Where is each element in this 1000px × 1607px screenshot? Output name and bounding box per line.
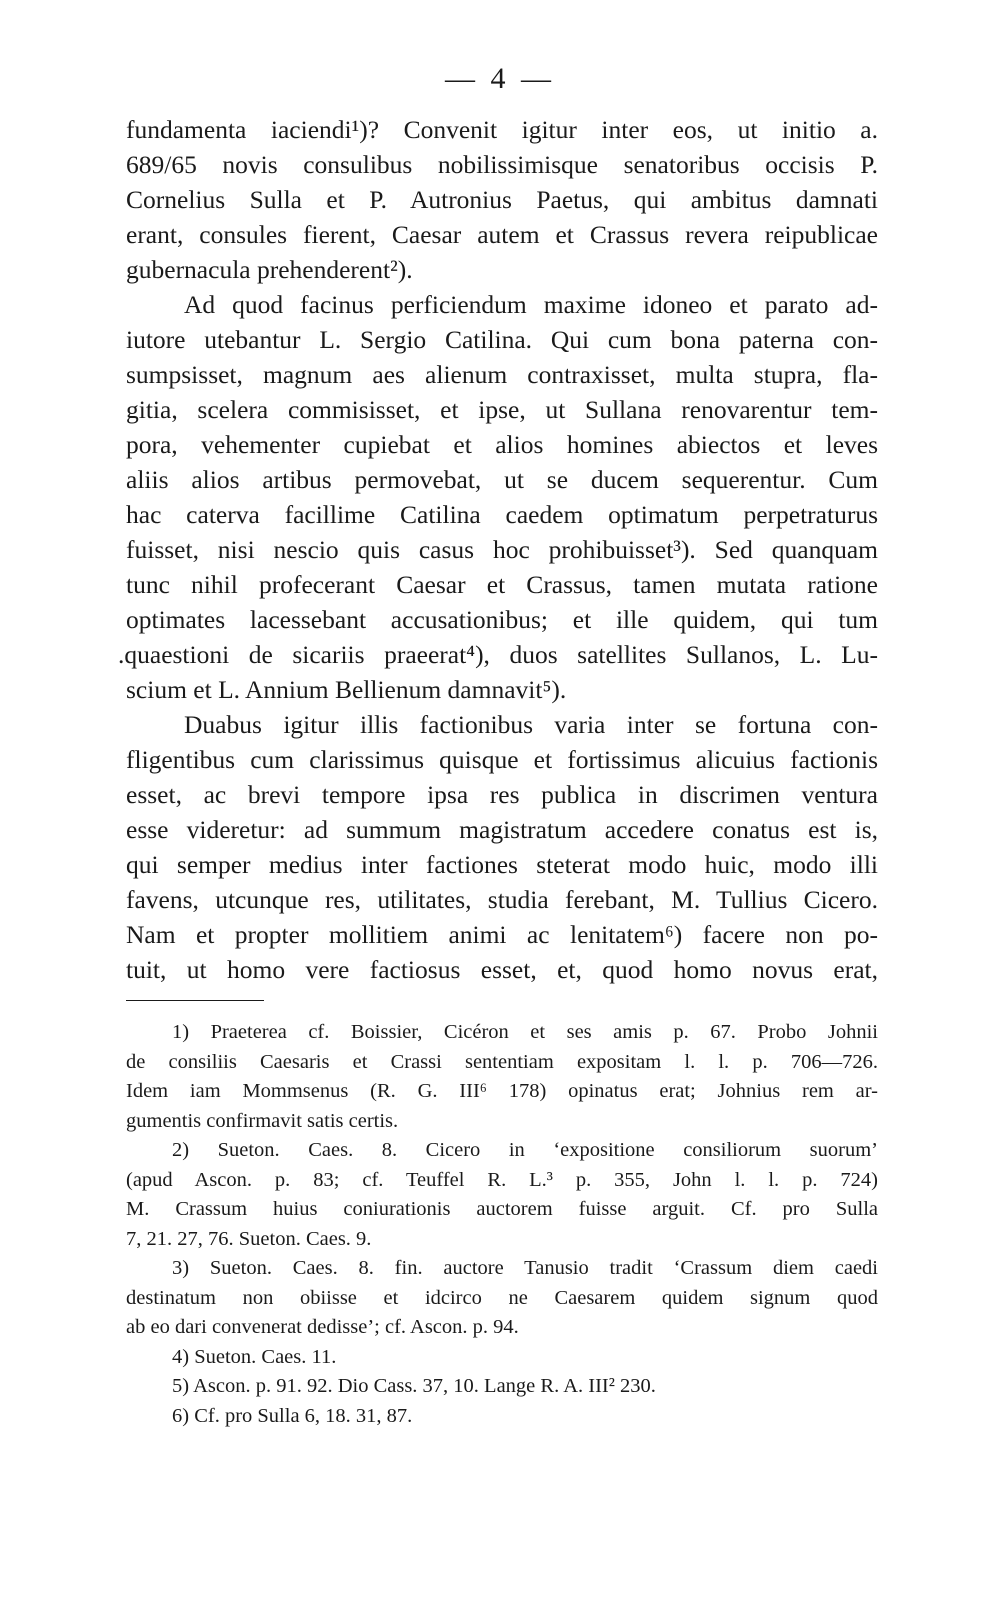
body-line: optimates lacessebant accusationibus; et ille quidem, qui tum bbox=[126, 605, 878, 634]
body-line: esse videretur: ad summum magistratum accedere conatus est is, bbox=[126, 815, 878, 844]
body-line: erant, consules fierent, Caesar autem et Crassus revera reipublicae bbox=[126, 220, 878, 249]
body-line: iutore utebantur L. Sergio Catilina. Qui cum bona paterna con- bbox=[126, 325, 878, 354]
body-line: gubernacula prehenderent²). bbox=[126, 255, 413, 284]
footnote-line: 1) Praeterea cf. Boissier, Cicéron et ses amis p. 67. Probo Johnii bbox=[172, 1021, 878, 1043]
body-line: tunc nihil profecerant Caesar et Crassus, tamen mutata ratione bbox=[126, 570, 878, 599]
body-line: aliis alios artibus permovebat, ut se ducem sequerentur. Cum bbox=[126, 465, 878, 494]
body-line: Ad quod facinus perficiendum maxime idoneo et parato ad- bbox=[184, 290, 878, 319]
body-line: tuit, ut homo vere factiosus esset, et, quod homo novus erat, bbox=[126, 955, 878, 984]
body-text bbox=[118, 112, 878, 987]
body-line: qui semper medius inter factiones steterat modo huic, modo illi bbox=[126, 850, 878, 879]
footnote-line: 7, 21. 27, 76. Sueton. Caes. 9. bbox=[126, 1227, 372, 1250]
footnote-line: 4) Sueton. Caes. 11. bbox=[172, 1345, 337, 1368]
body-line: Cornelius Sulla et P. Autronius Paetus, qui ambitus damnati bbox=[126, 185, 878, 214]
footnote-line: de consiliis Caesaris et Crassi sententiam expositam l. l. p. 706—726. bbox=[126, 1050, 878, 1073]
body-line: pora, vehementer cupiebat et alios homines abiectos et leves bbox=[126, 430, 878, 459]
body-line: fundamenta iaciendi¹)? Convenit igitur inter eos, ut initio a. bbox=[126, 115, 878, 144]
body-line: sumpsisset, magnum aes alienum contraxisset, multa stupra, fla- bbox=[126, 360, 878, 389]
footnotes bbox=[126, 1018, 878, 1431]
body-line: .quaestioni de sicariis praeerat⁴), duos satellites Sullanos, L. Lu- bbox=[118, 640, 878, 669]
footnote-line: (apud Ascon. p. 83; cf. Teuffel R. L.³ p. 355, John l. l. p. 724) bbox=[126, 1168, 878, 1191]
footnote-line: gumentis confirmavit satis certis. bbox=[126, 1109, 399, 1132]
footnote-line: 5) Ascon. p. 91. 92. Dio Cass. 37, 10. Lange R. A. III² 230. bbox=[172, 1375, 656, 1397]
body-line: fligentibus cum clarissimus quisque et fortissimus alicuius factionis bbox=[126, 745, 878, 774]
footnote-line: destinatum non obiisse et idcirco ne Caesarem quidem signum quod bbox=[126, 1286, 878, 1309]
body-line: Duabus igitur illis factionibus varia inter se fortuna con- bbox=[184, 710, 878, 739]
footnote-line: M. Crassum huius coniurationis auctorem fuisse arguit. Cf. pro Sulla bbox=[126, 1198, 878, 1220]
footnote-line: 6) Cf. pro Sulla 6, 18. 31, 87. bbox=[172, 1404, 413, 1427]
body-line: 689/65 novis consulibus nobilissimisque senatoribus occisis P. bbox=[126, 150, 878, 179]
body-line: scium et L. Annium Bellienum damnavit⁵). bbox=[126, 675, 567, 704]
footnote-line: ab eo dari convenerat dedisse’; cf. Ascon. p. 94. bbox=[126, 1316, 519, 1338]
body-line: gitia, scelera commisisset, et ipse, ut Sullana renovarentur tem- bbox=[126, 395, 878, 424]
body-line: favens, utcunque res, utilitates, studia ferebant, M. Tullius Cicero. bbox=[126, 885, 878, 914]
body-line: hac caterva facillime Catilina caedem optimatum perpetraturus bbox=[126, 500, 878, 529]
body-line: Nam et propter mollitiem animi ac lenitatem⁶) facere non po- bbox=[126, 920, 878, 949]
body-line: esset, ac brevi tempore ipsa res publica in discrimen ventura bbox=[126, 780, 878, 809]
footnote-rule bbox=[126, 1000, 264, 1001]
page-number: — 4 — bbox=[445, 62, 555, 95]
footnote-line: Idem iam Mommsenus (R. G. III⁶ 178) opinatus erat; Johnius rem ar- bbox=[126, 1080, 878, 1102]
footnote-line: 3) Sueton. Caes. 8. fin. auctore Tanusio tradit ‘Crassum diem caedi bbox=[172, 1257, 878, 1279]
body-line: fuisset, nisi nescio quis casus hoc prohibuisset³). Sed quanquam bbox=[126, 535, 878, 564]
footnote-line: 2) Sueton. Caes. 8. Cicero in ‘expositione consiliorum suorum’ bbox=[172, 1139, 878, 1161]
